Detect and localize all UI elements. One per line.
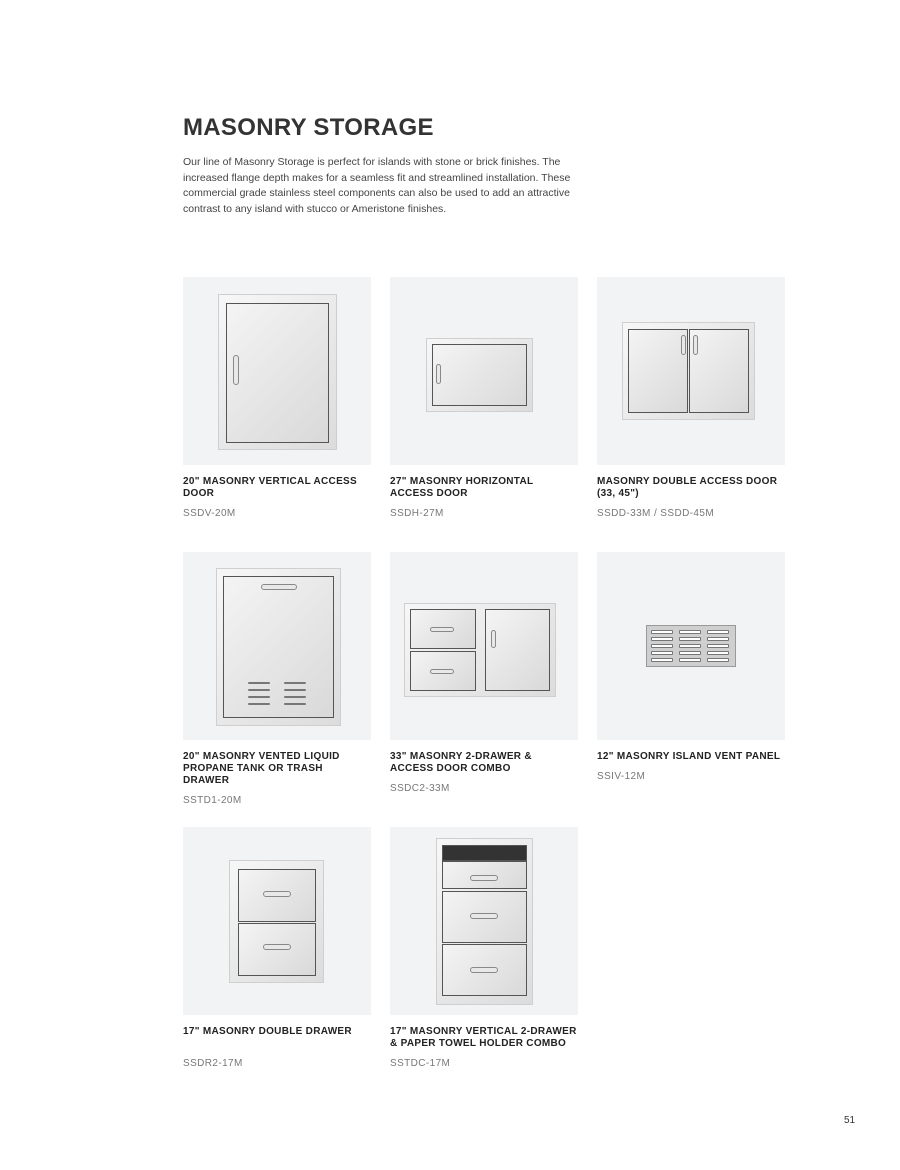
handle-icon [693, 335, 698, 355]
handle-icon [233, 355, 239, 385]
vent-slot [707, 658, 729, 662]
vent-slot [679, 630, 701, 634]
vent-slot [679, 637, 701, 641]
product-card [597, 552, 785, 782]
vent-slot [679, 644, 701, 648]
vent-slot [248, 689, 270, 691]
drawer-panel [223, 576, 334, 718]
vent-slot [284, 703, 306, 705]
handle-icon [263, 944, 291, 950]
product-card [390, 277, 578, 519]
intro-paragraph: Our line of Masonry Storage is perfect for islands with stone or brick finishes. The increased flange depth makes for a seamless fit and streamlined installation. These commercial grade stainless steel components can also be used to add an attractive contrast to any island with stucco or Ameristone finishes. [183, 156, 571, 215]
page-number: 51 [844, 1115, 856, 1126]
product-code: SSDC2-33M [390, 783, 450, 794]
product-card [183, 277, 371, 519]
product-name: 17" MASONRY VERTICAL 2-DRAWER & PAPER TOWEL HOLDER COMBO [390, 1026, 577, 1049]
product-code: SSDV-20M [183, 508, 236, 519]
product-name: MASONRY DOUBLE ACCESS DOOR (33, 45") [597, 476, 778, 499]
product-image-horizontal-door [390, 277, 578, 465]
product-name: 33" MASONRY 2-DRAWER & ACCESS DOOR COMBO [390, 751, 532, 774]
vent-slot [707, 630, 729, 634]
vent-slot [651, 630, 673, 634]
product-image-double-door [597, 277, 785, 465]
handle-icon [430, 627, 454, 632]
product-image-drawer-towel-combo [390, 827, 578, 1015]
product-image-vent-panel [597, 552, 785, 740]
product-card [390, 552, 578, 794]
door-panel [485, 609, 550, 691]
product-name: 20" MASONRY VENTED LIQUID PROPANE TANK OR TRASH DRAWER [183, 751, 340, 786]
vent-slot [284, 689, 306, 691]
vent-slot [651, 658, 673, 662]
handle-icon [436, 364, 441, 384]
door-panel [689, 329, 749, 413]
vent-slot [284, 682, 306, 684]
product-code: SSIV-12M [597, 771, 646, 782]
door-panel [628, 329, 688, 413]
vent-slot [248, 696, 270, 698]
page-title: MASONRY STORAGE [183, 114, 434, 141]
product-image-trash-drawer [183, 552, 371, 740]
product-code: SSDR2-17M [183, 1058, 243, 1069]
vent-slot [284, 696, 306, 698]
handle-icon [491, 630, 496, 648]
product-name: 12" MASONRY ISLAND VENT PANEL [597, 751, 781, 762]
product-code: SSTDC-17M [390, 1058, 451, 1069]
vent-slot [707, 637, 729, 641]
paper-towel-holder [442, 845, 527, 861]
product-code: SSTD1-20M [183, 795, 242, 806]
handle-icon [430, 669, 454, 674]
handle-icon [470, 967, 498, 973]
vent-slot [651, 637, 673, 641]
vent-slot [651, 651, 673, 655]
vent-slot [651, 644, 673, 648]
product-card [390, 827, 578, 1069]
product-card [597, 277, 785, 519]
product-image-double-drawer [183, 827, 371, 1015]
handle-icon [261, 584, 297, 590]
vent-slot [248, 682, 270, 684]
vent-slot [679, 651, 701, 655]
product-name: 20" MASONRY VERTICAL ACCESS DOOR [183, 476, 357, 499]
door-panel [432, 344, 527, 406]
handle-icon [263, 891, 291, 897]
product-image-drawer-door-combo [390, 552, 578, 740]
vent-slot [707, 651, 729, 655]
product-name: 27" MASONRY HORIZONTAL ACCESS DOOR [390, 476, 534, 499]
door-panel [226, 303, 329, 443]
product-card [183, 827, 371, 1069]
handle-icon [470, 875, 498, 881]
product-name: 17" MASONRY DOUBLE DRAWER [183, 1026, 352, 1037]
product-code: SSDD-33M / SSDD-45M [597, 508, 715, 519]
product-code: SSDH-27M [390, 508, 444, 519]
vent-slot [707, 644, 729, 648]
product-image-vertical-door [183, 277, 371, 465]
handle-icon [470, 913, 498, 919]
vent-slot [248, 703, 270, 705]
product-card [183, 552, 371, 806]
vent-slot [679, 658, 701, 662]
handle-icon [681, 335, 686, 355]
